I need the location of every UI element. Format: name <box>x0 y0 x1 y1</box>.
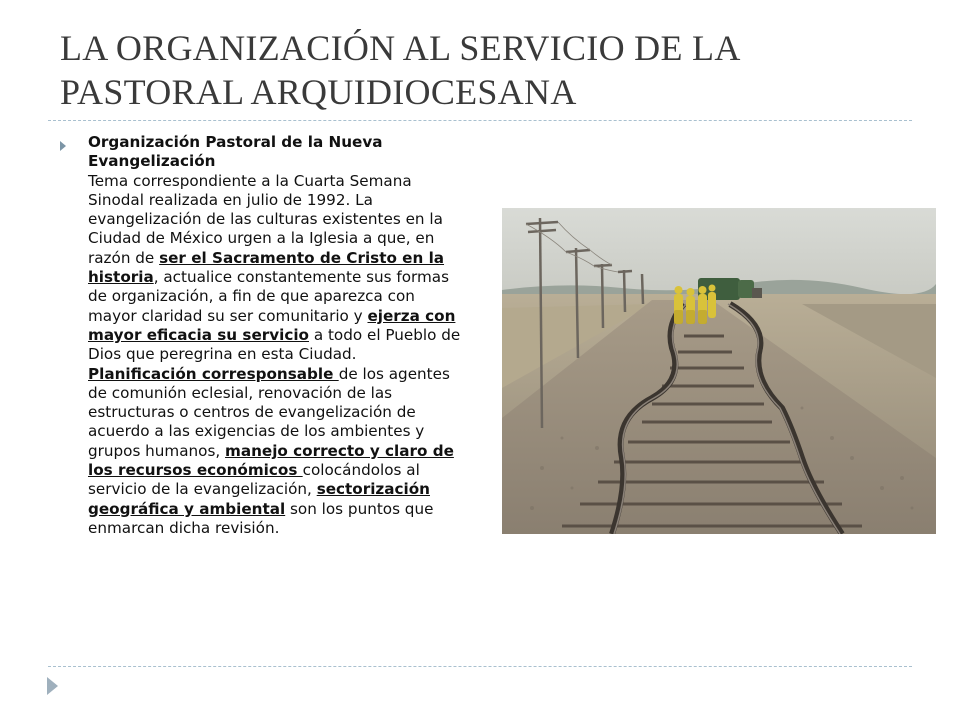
footer-divider <box>48 666 912 667</box>
paragraph-text-4: de los agentes de comunión eclesial, renovación de las estructuras o centros de evangelización de acuerdo a las exigencias de los ambientes y grupos humanos, <box>88 364 450 460</box>
bullet-content <box>88 133 468 538</box>
underlined-phrase-planificacion: Planificación corresponsable <box>88 364 339 383</box>
corner-arrow-icon <box>47 677 58 695</box>
underlined-phrase-sectorizacion: sectorización geográfica y ambiental <box>88 480 430 518</box>
paragraph-text-5: colocándolos al servicio de la evangelización, <box>88 461 420 499</box>
title-line-2: PASTORAL ARQUIDIOCESANA <box>60 72 577 112</box>
title-line-1: LA ORGANIZACIÓN AL SERVICIO DE LA <box>60 28 741 68</box>
underlined-phrase-recursos: manejo correcto y claro de los recursos económicos <box>88 441 454 480</box>
paragraph-text-1: Tema correspondiente a la Cuarta Semana Sinodal realizada en julio de 1992. La evangelización de las culturas existentes en la Ciudad de México urgen a la Iglesia a que, en razón de <box>88 171 443 267</box>
underlined-phrase-eficacia: ejerza con mayor eficacia su servicio <box>88 306 456 344</box>
bullet-heading: Organización Pastoral de la Nueva Evangelización <box>88 133 383 171</box>
paragraph-text-3: a todo el Pueblo de Dios que peregrina en esta Ciudad. <box>88 325 461 364</box>
slide-title <box>60 26 920 114</box>
paragraph-text-2: , actualice constantemente sus formas de organización, a fin de que aparezca con mayor claridad su ser comunitario y <box>88 268 450 325</box>
underlined-phrase-sacramento: ser el Sacramento de Cristo en la historia <box>88 248 445 287</box>
bullet-arrow-icon <box>60 141 66 151</box>
railway-photo <box>502 208 936 534</box>
paragraph-text-6: son los puntos que enmarcan dicha revisión. <box>88 499 434 537</box>
title-divider <box>48 120 912 121</box>
